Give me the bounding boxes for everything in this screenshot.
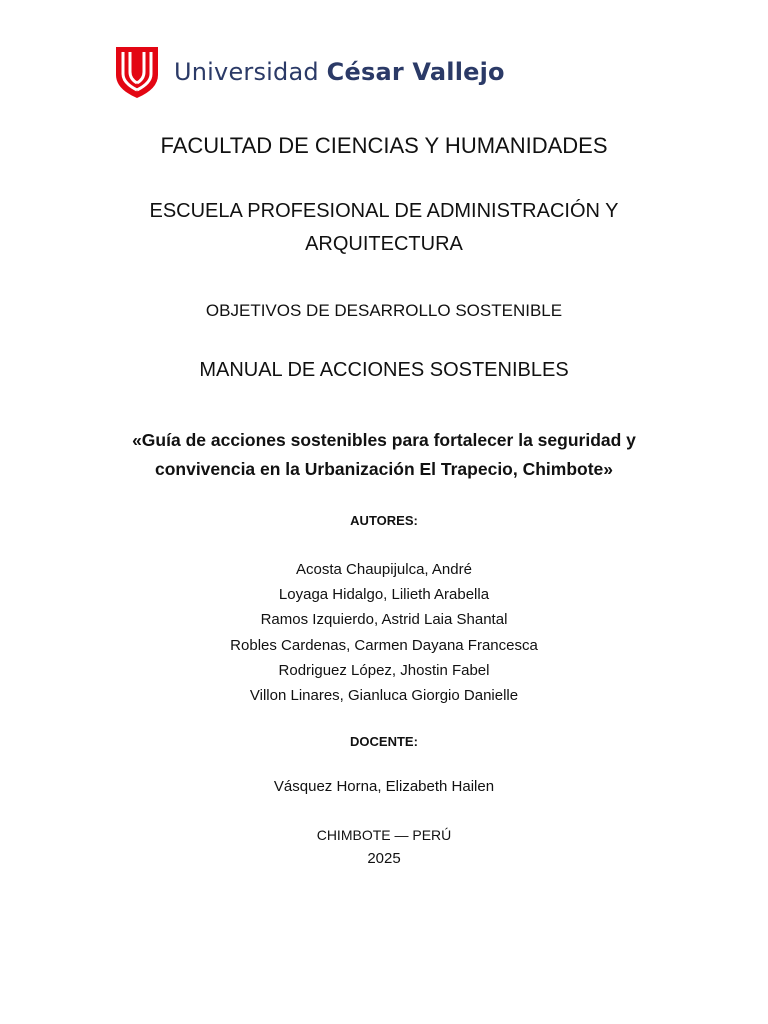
- authors-label: AUTORES:: [350, 513, 418, 528]
- author-name: Ramos Izquierdo, Astrid Laia Shantal: [260, 611, 508, 629]
- teacher-label: DOCENTE:: [350, 734, 418, 749]
- school-heading-line2: ARQUITECTURA: [305, 233, 463, 255]
- university-logo: [114, 44, 505, 100]
- author-name: Rodriguez López, Jhostin Fabel: [278, 661, 490, 679]
- year: 2025: [367, 850, 401, 867]
- faculty-heading: FACULTAD DE CIENCIAS Y HUMANIDADES: [160, 133, 608, 158]
- author-name: Acosta Chaupijulca, André: [296, 561, 472, 578]
- teacher-name: Vásquez Horna, Elizabeth Hailen: [273, 778, 495, 795]
- university-shield-icon: [114, 45, 160, 99]
- city-country: CHIMBOTE — PERÚ: [316, 827, 452, 843]
- authors-list: [0, 557, 768, 708]
- document-title-line1: «Guía de acciones sostenibles para fortalecer la seguridad y: [132, 430, 636, 450]
- university-name-regular: Universidad: [174, 58, 327, 86]
- author-name: Villon Linares, Gianluca Giorgio Danielle: [249, 687, 519, 705]
- university-name: [174, 58, 505, 86]
- school-heading-line1: ESCUELA PROFESIONAL DE ADMINISTRACIÓN Y: [149, 200, 619, 222]
- document-title-line2: convivencia en la Urbanización El Trapecio, Chimbote»: [154, 459, 614, 479]
- manual-heading: MANUAL DE ACCIONES SOSTENIBLES: [199, 359, 569, 381]
- university-name-bold: César Vallejo: [326, 58, 505, 86]
- author-name: Loyaga Hidalgo, Lilieth Arabella: [278, 586, 490, 604]
- program-heading: OBJETIVOS DE DESARROLLO SOSTENIBLE: [205, 301, 563, 320]
- author-name: Robles Cardenas, Carmen Dayana Francesca: [230, 636, 538, 654]
